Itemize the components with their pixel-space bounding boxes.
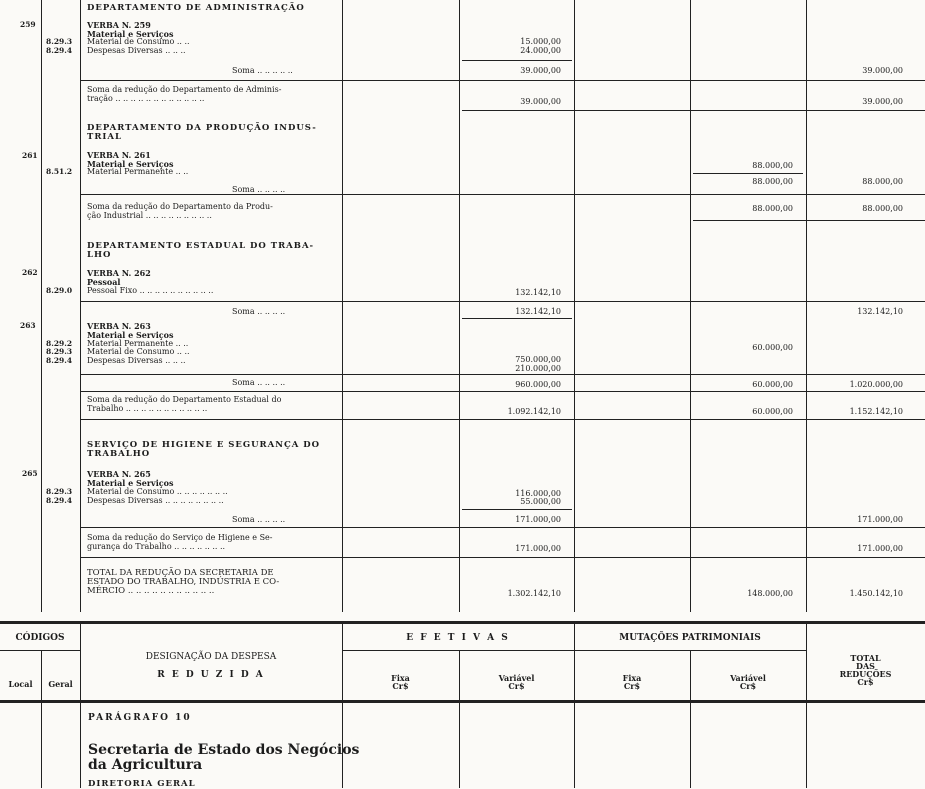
paragrafo-label: PARÁGRAFO 10 — [88, 713, 192, 723]
rule — [80, 301, 925, 302]
reducao-line1: Soma da redução do Departamento da Produ- — [87, 202, 273, 211]
rule — [693, 173, 803, 174]
rule — [80, 557, 925, 558]
item-code: 8.29.4 — [46, 46, 73, 55]
item-desc: Despesas Diversas .. .. .. — [87, 356, 186, 365]
rule — [462, 60, 572, 61]
total-secretaria-line2: ESTADO DO TRABALHO, INDÚSTRIA E CO- — [87, 577, 280, 587]
reducao-value: 171.000,00 — [515, 544, 561, 553]
soma-total: 132.142,10 — [857, 307, 903, 316]
reducao-line1: Soma da redução do Departamento de Adminis- — [87, 85, 282, 94]
header-rule-bottom — [0, 700, 925, 703]
col-line-geral — [80, 0, 81, 612]
item-value: 60.000,00 — [752, 343, 793, 352]
secretaria-agricultura-title: Secretaria de Estado dos Negócios — [88, 742, 360, 758]
item-desc: Material Permanente .. .. — [87, 339, 189, 348]
secretaria-agricultura-title-2: da Agricultura — [88, 757, 203, 773]
header-total-reducoes: REDUÇÕES — [839, 669, 892, 679]
soma-value: 39.000,00 — [520, 66, 561, 75]
hdr-line-local — [41, 650, 42, 702]
verba-local-code: 263 — [20, 321, 36, 330]
soma-label: Soma .. .. .. .. — [232, 515, 286, 524]
diretoria-geral: DIRETORIA GERAL — [88, 779, 196, 789]
soma-value: 171.000,00 — [515, 515, 561, 524]
rule — [80, 374, 925, 375]
total-secretaria-line3: MÉRCIO .. .. .. .. .. .. .. .. .. .. .. — [87, 586, 215, 596]
header-mut-variavel: Variável — [730, 673, 766, 683]
item-value: 210.000,00 — [515, 364, 561, 373]
reducao-mutacoes: 60.000,00 — [752, 407, 793, 416]
header-designacao: DESIGNAÇÃO DA DESPESA — [145, 652, 277, 662]
item-code: 8.29.0 — [46, 286, 73, 295]
hdr-sub-rule — [0, 650, 80, 651]
item-desc: Material de Consumo .. .. — [87, 347, 190, 356]
verba-sub: Material e Serviços — [87, 159, 174, 169]
verba-local-code: 265 — [22, 469, 38, 478]
reducao-line2: gurança do Trabalho .. .. .. .. .. .. .. — [87, 542, 226, 551]
lower-col-line — [41, 703, 42, 788]
verba-local-code: 262 — [22, 268, 38, 277]
verba-label: VERBA N. 265 — [87, 469, 151, 479]
lower-col-line — [80, 703, 81, 788]
item-desc: Pessoal Fixo .. .. .. .. .. .. .. .. .. .. — [87, 286, 214, 295]
col-line-local — [41, 0, 42, 612]
servico-higiene-title-2: TRABALHO — [87, 449, 151, 459]
header-total-moeda: Cr$ — [857, 677, 874, 687]
verba-label: VERBA N. 262 — [87, 268, 151, 278]
item-desc: Despesas Diversas .. .. .. — [87, 46, 186, 55]
rule — [80, 527, 925, 528]
header-mut-variavel-moeda: Cr$ — [739, 681, 757, 691]
reducao-line2: Trabalho .. .. .. .. .. .. .. .. .. .. .. — [87, 404, 208, 413]
header-codigos: CÓDIGOS — [15, 633, 65, 643]
col-line-variavel — [574, 0, 575, 612]
header-variavel-moeda: Cr$ — [508, 681, 525, 691]
item-value: 88.000,00 — [752, 161, 793, 170]
lower-col-line — [574, 703, 575, 788]
soma-label: Soma .. .. .. .. .. — [232, 66, 293, 75]
verba-sub: Material e Serviços — [87, 478, 174, 488]
dept-producao-title-2: TRIAL — [87, 132, 122, 142]
verba-sub: Pessoal — [87, 277, 121, 287]
verba-local-code: 259 — [20, 20, 36, 29]
rule — [80, 194, 925, 195]
rule — [462, 110, 925, 111]
verba-label: VERBA N. 259 — [87, 20, 151, 30]
dept-trabalho-title: DEPARTAMENTO ESTADUAL DO TRABA- — [87, 241, 315, 251]
hdr-sub-rule — [342, 650, 806, 651]
header-rule-top — [0, 621, 925, 624]
total-secretaria-line1: TOTAL DA REDUÇÃO DA SECRETARIA DE — [87, 568, 274, 578]
item-desc: Material de Consumo .. .. — [87, 37, 190, 46]
rule — [462, 509, 572, 510]
total-mutacoes: 148.000,00 — [747, 589, 793, 598]
item-code: 8.29.3 — [46, 347, 73, 356]
soma-value: 960.000,00 — [515, 380, 561, 389]
servico-higiene-title: SERVIÇO DE HIGIENE E SEGURANÇA DO — [87, 440, 321, 450]
rule — [80, 419, 925, 420]
lower-col-line — [459, 703, 460, 788]
verba-sub: Material e Serviços — [87, 29, 174, 39]
rule — [693, 220, 925, 221]
col-line-mut-fixa — [690, 0, 691, 612]
header-local: Local — [8, 679, 33, 689]
rule — [80, 391, 925, 392]
soma-total: 1.020.000,00 — [849, 380, 903, 389]
item-value: 116.000,00 — [515, 489, 561, 498]
item-desc: Despesas Diversas .. .. .. .. .. .. .. .. — [87, 496, 224, 505]
reducao-total: 88.000,00 — [862, 204, 903, 213]
item-value: 132.142,10 — [515, 288, 561, 297]
hdr-line-geral — [80, 624, 81, 702]
header-reduzida: R E D U Z I D A — [157, 670, 265, 680]
header-fixa-moeda: Cr$ — [392, 681, 409, 691]
verba-label: VERBA N. 263 — [87, 321, 151, 331]
header-efetivas: E F E T I V A S — [406, 633, 510, 643]
total-reducoes: 1.450.142,10 — [849, 589, 903, 598]
soma-mutacoes: 60.000,00 — [752, 380, 793, 389]
header-geral: Geral — [48, 679, 73, 689]
reducao-total: 39.000,00 — [862, 97, 903, 106]
verba-local-code: 261 — [22, 151, 38, 160]
col-line-fixa — [459, 0, 460, 612]
item-value: 15.000,00 — [520, 37, 561, 46]
item-code: 8.51.2 — [46, 167, 73, 176]
item-code: 8.29.4 — [46, 356, 73, 365]
dept-admin-title: DEPARTAMENTO DE ADMINISTRAÇÃO — [87, 3, 305, 13]
soma-label: Soma .. .. .. .. — [232, 378, 286, 387]
soma-total: 88.000,00 — [862, 177, 903, 186]
header-variavel: Variável — [498, 673, 535, 683]
item-value: 750.000,00 — [515, 355, 561, 364]
item-code: 8.29.2 — [46, 339, 73, 348]
lower-col-line — [806, 703, 807, 788]
item-code: 8.29.3 — [46, 37, 73, 46]
item-value: 24.000,00 — [520, 46, 561, 55]
reducao-line2: tração .. .. .. .. .. .. .. .. .. .. .. .. — [87, 94, 205, 103]
dept-trabalho-title-2: LHO — [87, 250, 112, 260]
reducao-total: 1.152.142,10 — [849, 407, 903, 416]
reducao-value: 39.000,00 — [520, 97, 561, 106]
rule — [80, 80, 925, 81]
soma-label: Soma .. .. .. .. — [232, 185, 286, 194]
total-variavel: 1.302.142,10 — [507, 589, 561, 598]
header-mut-fixa-moeda: Cr$ — [623, 681, 641, 691]
soma-total: 39.000,00 — [862, 66, 903, 75]
item-code: 8.29.4 — [46, 496, 73, 505]
reducao-value: 88.000,00 — [752, 204, 793, 213]
col-line-mut-var — [806, 0, 807, 612]
header-fixa: Fixa — [391, 673, 410, 683]
header-total: TOTAL — [850, 653, 881, 663]
soma-label: Soma .. .. .. .. — [232, 307, 286, 316]
item-desc: Material de Consumo .. .. .. .. .. .. .. — [87, 487, 228, 496]
item-desc: Material Permanente .. .. — [87, 167, 189, 176]
item-value: 55.000,00 — [520, 497, 561, 506]
item-code: 8.29.3 — [46, 487, 73, 496]
header-total-das: DAS — [856, 661, 875, 671]
soma-value: 88.000,00 — [752, 177, 793, 186]
dept-producao-title: DEPARTAMENTO DA PRODUÇÃO INDUS- — [87, 123, 317, 133]
verba-sub: Material e Serviços — [87, 330, 174, 340]
col-line-designacao — [342, 0, 343, 612]
soma-value: 132.142,10 — [515, 307, 561, 316]
rule — [462, 318, 572, 319]
reducao-total: 171.000,00 — [857, 544, 903, 553]
verba-label: VERBA N. 261 — [87, 150, 151, 160]
lower-col-line — [690, 703, 691, 788]
header-mut-fixa: Fixa — [622, 673, 642, 683]
reducao-line1: Soma da redução do Departamento Estadual do — [87, 395, 282, 404]
header-mutacoes: MUTAÇÕES PATRIMONIAIS — [619, 633, 761, 643]
reducao-line2: ção Industrial .. .. .. .. .. .. .. .. .. — [87, 211, 212, 220]
reducao-line1: Soma da redução do Serviço de Higiene e Se- — [87, 533, 273, 542]
reducao-value: 1.092.142,10 — [507, 407, 561, 416]
soma-total: 171.000,00 — [857, 515, 903, 524]
